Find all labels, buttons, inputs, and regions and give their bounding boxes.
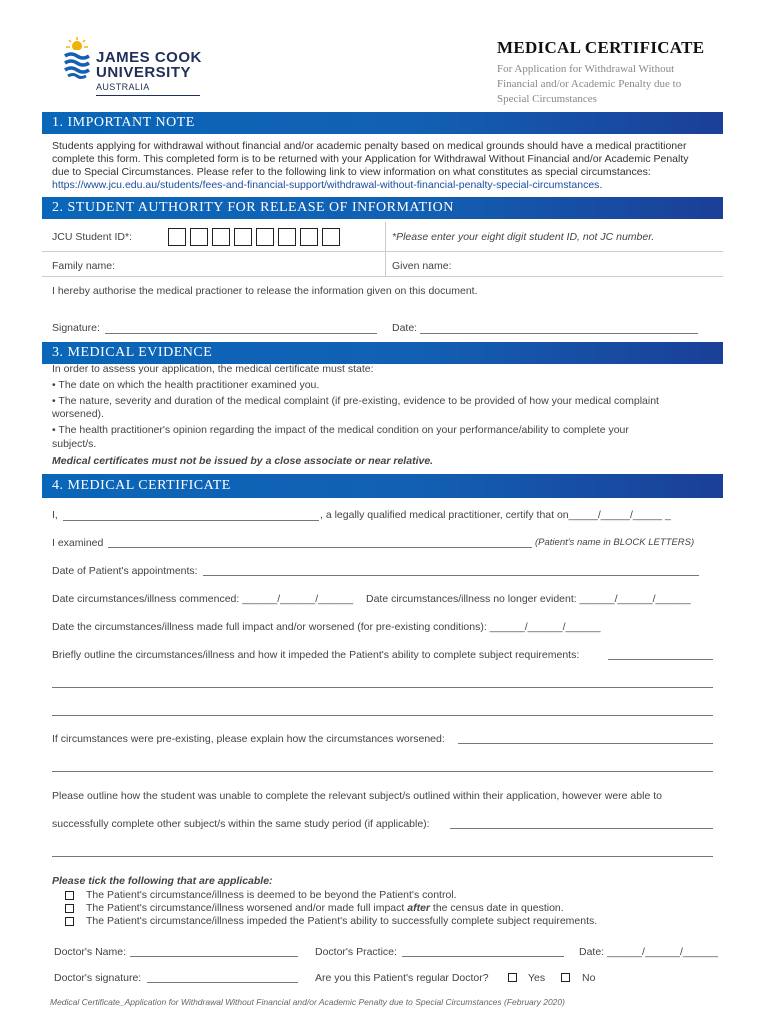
patient-name-field[interactable] [108, 547, 532, 548]
section-3-header: 3. MEDICAL EVIDENCE [42, 342, 723, 364]
doctor-name-field[interactable] [130, 956, 298, 957]
logo-line-2: UNIVERSITY [96, 64, 192, 81]
regular-doctor-question: Are you this Patient's regular Doctor? [315, 972, 489, 984]
s3-intro: In order to assess your application, the medical certificate must state: [52, 363, 374, 375]
doctor-practice-label: Doctor's Practice: [315, 946, 397, 958]
no-longer-evident-field[interactable]: Date circumstances/illness no longer evident: ______/______/______ [366, 593, 691, 605]
authorise-statement: I hereby authorise the medical practioner to release the information given on this document. [52, 285, 478, 297]
section-4-header: 4. MEDICAL CERTIFICATE [42, 474, 723, 498]
s3-bullet-2a: • The nature, severity and duration of the medical complaint (if pre-existing, evidence to be provided of how your medical complaint [52, 395, 659, 407]
s3-bullet-1: • The date on which the health practitioner examined you. [52, 379, 320, 391]
doctor-signature-field[interactable] [147, 982, 298, 983]
signature-field[interactable] [105, 333, 377, 334]
practitioner-i-label: I, [52, 509, 58, 521]
outline-field-3[interactable] [52, 715, 713, 716]
section-2-header: 2. STUDENT AUTHORITY FOR RELEASE OF INFORMATION [42, 197, 723, 219]
regular-doctor-yes-checkbox[interactable] [508, 973, 517, 982]
special-circumstances-link[interactable]: https://www.jcu.edu.au/students/fees-and-financial-support/withdrawal-without-financial-penalty-special-circumstances [52, 179, 600, 191]
tick-title: Please tick the following that are applicable: [52, 875, 273, 887]
successfully-label: successfully complete other subject/s within the same study period (if applicable): [52, 818, 430, 830]
student-id-note: *Please enter your eight digit student ID, not JC number. [392, 231, 655, 243]
s1-link-line [52, 179, 602, 192]
preexisting-label: If circumstances were pre-existing, please explain how the circumstances worsened: [52, 733, 445, 745]
jcu-crest-icon [62, 36, 92, 86]
student-id-box-1[interactable] [168, 228, 186, 246]
outline-label: Briefly outline the circumstances/illness and how it impeded the Patient's ability to complete subject requirements: [52, 649, 580, 661]
subtitle-1: For Application for Withdrawal Without [497, 63, 675, 75]
logo-underline [96, 95, 200, 96]
preexisting-field-2[interactable] [52, 771, 713, 772]
tick-checkbox-3[interactable] [65, 917, 74, 926]
tick-label-2c: the census date in question. [430, 902, 564, 914]
tick-checkbox-1[interactable] [65, 891, 74, 900]
s1-link-end: . [599, 179, 603, 191]
tick-label-3: The Patient's circumstance/illness impeded the Patient's ability to successfully complete subject requirements. [86, 915, 598, 927]
student-id-label: JCU Student ID*: [52, 231, 132, 243]
date-label: Date: [392, 322, 418, 334]
student-id-box-3[interactable] [212, 228, 230, 246]
logo-line-3: AUSTRALIA [96, 82, 150, 92]
student-id-box-4[interactable] [234, 228, 252, 246]
signature-label: Signature: [52, 322, 100, 334]
tick-label-2-emphasis: after [407, 902, 430, 914]
row-divider [42, 251, 723, 252]
s1-line-1: Students applying for withdrawal without financial and/or academic penalty based on medical grounds should have a medical practitioner [52, 140, 687, 152]
s1-line-3: due to Special Circumstances. Please refer to the following link to view information on what constitutes as special circumstances: [52, 166, 651, 178]
doctor-name-label: Doctor's Name: [54, 946, 127, 958]
family-name-field[interactable]: Family name: [52, 260, 116, 272]
s1-line-2: complete this form. This completed form is to be returned with your Application for Withdrawal Without Financial and/or Academic Penalty [52, 153, 689, 165]
practitioner-name-field[interactable] [63, 520, 319, 521]
s3-warning: Medical certificates must not be issued by a close associate or near relative. [52, 455, 434, 467]
appointments-label: Date of Patient's appointments: [52, 565, 198, 577]
regular-doctor-no-checkbox[interactable] [561, 973, 570, 982]
doctor-signature-label: Doctor's signature: [54, 972, 142, 984]
tick-label-2 [86, 902, 564, 914]
commenced-field[interactable]: Date circumstances/illness commenced: ______/______/______ [52, 593, 354, 605]
regular-doctor-yes-label: Yes [528, 972, 546, 984]
student-id-box-5[interactable] [256, 228, 274, 246]
section-1-header: 1. IMPORTANT NOTE [42, 112, 723, 134]
page-title: MEDICAL CERTIFICATE [497, 38, 705, 57]
logo-line-1: JAMES COOK [96, 49, 202, 66]
s3-bullet-3b: subject/s. [52, 438, 97, 450]
student-id-box-2[interactable] [190, 228, 208, 246]
regular-doctor-no-label: No [582, 972, 596, 984]
doctor-practice-field[interactable] [402, 956, 564, 957]
logo [58, 36, 208, 98]
student-id-box-6[interactable] [278, 228, 296, 246]
doctor-date-field[interactable]: Date: ______/______/______ [579, 946, 718, 958]
row-divider [42, 276, 723, 277]
outline-field-1[interactable] [608, 659, 713, 660]
tick-label-2a: The Patient's circumstance/illness worsened and/or made full impact [86, 902, 408, 914]
date-field[interactable] [420, 333, 698, 334]
student-id-box-7[interactable] [300, 228, 318, 246]
subtitle-2: Financial and/or Academic Penalty due to [497, 78, 682, 90]
full-impact-field[interactable]: Date the circumstances/illness made full impact and/or worsened (for pre-existing conditions): ______/______/______ [52, 621, 601, 633]
appointments-field[interactable] [203, 575, 699, 576]
successfully-field-1[interactable] [450, 828, 713, 829]
preexisting-field-1[interactable] [458, 743, 713, 744]
footer-text: Medical Certificate_Application for Withdrawal Without Financial and/or Academic Penalty due to Special Circumstances (February 2020) [50, 997, 565, 1007]
examined-label: I examined [52, 537, 104, 549]
tick-checkbox-2[interactable] [65, 904, 74, 913]
s3-bullet-3a: • The health practitioner's opinion regarding the impact of the medical condition on your performance/ability to complete your [52, 424, 629, 436]
column-divider [385, 222, 386, 276]
unable-label: Please outline how the student was unable to complete the relevant subject/s outlined within their application, however were able to [52, 790, 662, 802]
given-name-field[interactable]: Given name: [392, 260, 452, 272]
outline-field-2[interactable] [52, 687, 713, 688]
certify-statement[interactable]: , a legally qualified medical practitioner, certify that on_____/_____/_____ _ [320, 509, 671, 521]
s3-bullet-2b: worsened). [52, 408, 104, 420]
patient-name-note: (Patient's name in BLOCK LETTERS) [535, 537, 695, 548]
successfully-field-2[interactable] [52, 856, 713, 857]
subtitle-3: Special Circumstances [497, 93, 597, 105]
tick-label-1: The Patient's circumstance/illness is deemed to be beyond the Patient's control. [86, 889, 457, 901]
student-id-box-8[interactable] [322, 228, 340, 246]
